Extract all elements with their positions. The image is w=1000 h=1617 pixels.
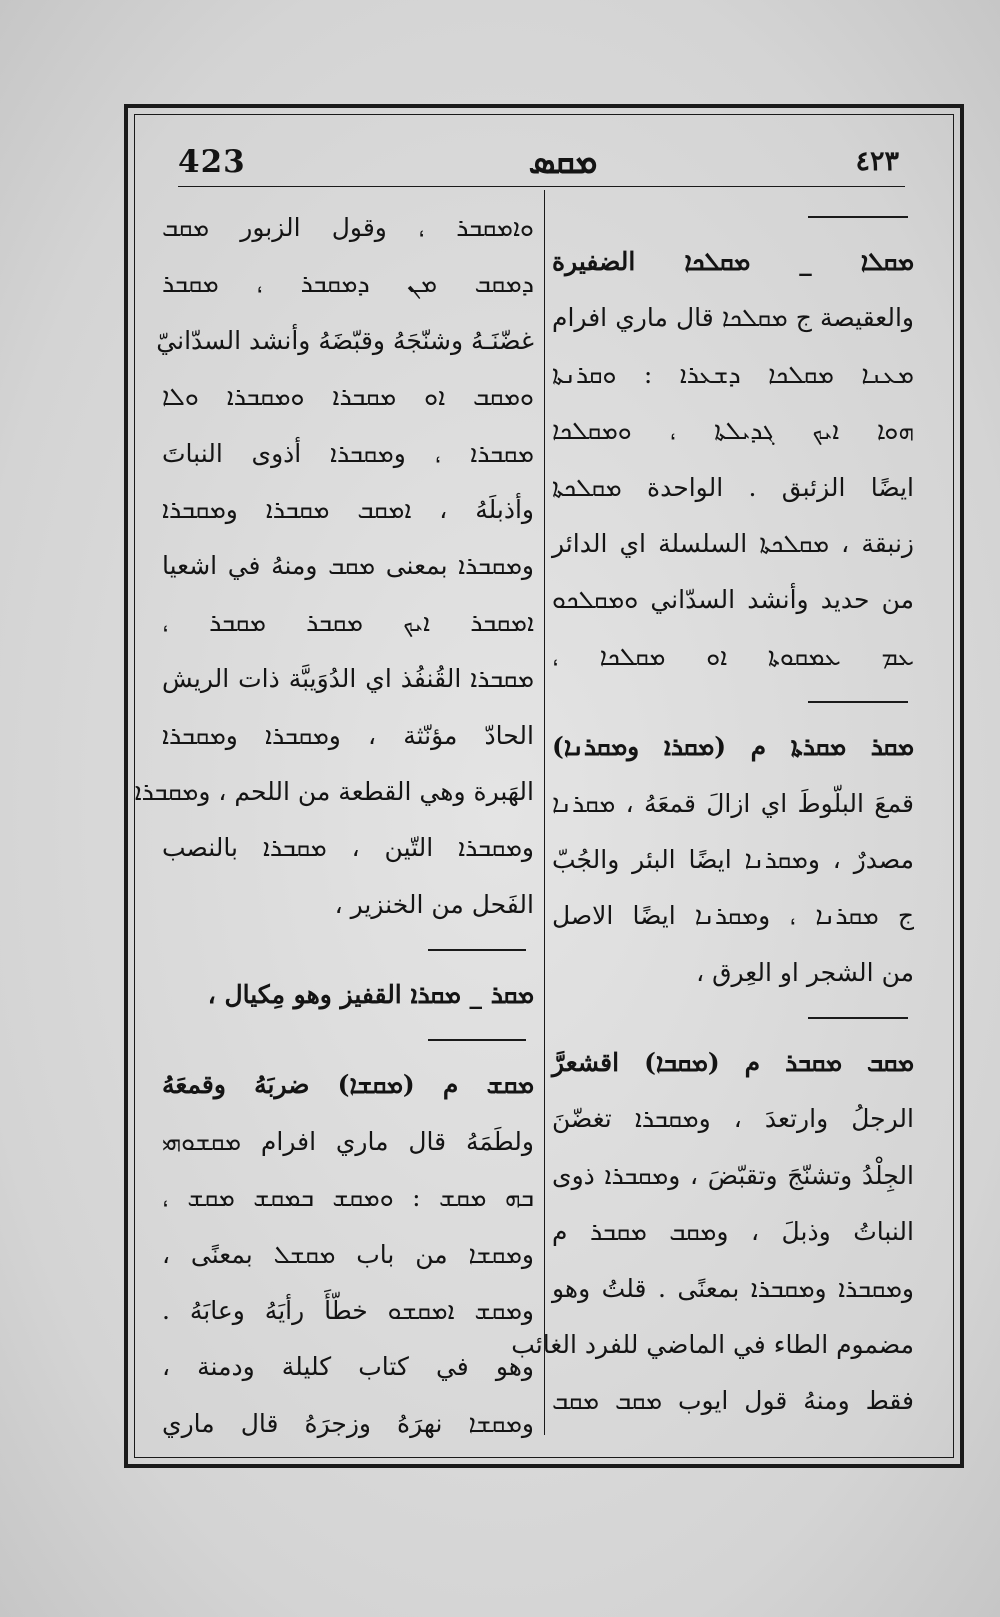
text-line: ܡܩܫ م (ܡܩܫܐ) ضربَهُ وقمعَهُ — [162, 1070, 534, 1100]
entry-separator — [162, 1023, 534, 1057]
text-line: ܡܥܢܐ ܡܩܠܟܐ ܕܫܥܪܐ : ܘܩܪܢܬܐ — [552, 359, 914, 389]
text-line: الرجلُ وارتعدَ ، وܡܩܒܪܐ تغضّنَ — [552, 1104, 914, 1134]
entry-separator — [552, 1001, 914, 1035]
text-line: النباتُ وذبلَ ، وܡܩܒ ܡܩܒܪ م — [552, 1217, 914, 1247]
text-line: الجِلْدُ وتشنّجَ وتقبّضَ ، وܡܩܒܪܐ ذوى — [552, 1160, 914, 1190]
text-line: مضموم الطاء في الماضي للفرد الغائب — [511, 1330, 914, 1360]
text-line: ܡܩܪ ܡܩܪܬܐ م (ܡܩܪܐ وܡܩܪܢܐ) — [552, 732, 914, 762]
entry-separator — [552, 200, 914, 234]
text-line: ܡܩܒ ܡܩܒܪ م (ܡܩܒܐ) اقشعرَّ — [552, 1048, 914, 1078]
text-line: وأذبلَهُ ، ܐܡܩܒ ܡܩܒܪܐ وܡܩܒܪܐ — [162, 494, 534, 524]
page-header — [178, 142, 905, 187]
text-line: مصدرٌ ، وܡܩܪܢܐ ايضًا البئر والجُبّ — [552, 844, 914, 874]
text-line: ܘܐܡܩܒܪ ، وقول الزبور ܡܩܒ — [162, 213, 534, 242]
text-line: فقط ومنهُ قول ايوب ܡܩܒ ܡܩܒ — [552, 1386, 914, 1416]
text-line: ܡܩܒܪܐ ، وܡܩܒܪܐ أذوى النباتَ — [162, 438, 534, 468]
text-line: قمعَ البلّوطَ اي ازالَ قمعَهُ ، ܡܩܪܢܐ — [552, 788, 914, 818]
text-line: زنبقة ، ܡܩܠܟܬܐ السلسلة اي الدائر — [552, 528, 914, 558]
page-number-arabic: ٤٢٣ — [855, 146, 899, 177]
text-line: وܡܩܒܪܐ وܡܩܒܪܐ بمعنًى . قلتُ وهو — [552, 1273, 914, 1303]
page-number-latin: 423 — [178, 144, 246, 180]
text-line: الهَبرة وهي القطعة من اللحم ، وܡܩܒܪܐ — [134, 776, 534, 806]
right-column — [511, 200, 914, 1440]
text-line: ܡܩܪ _ ܡܩܪܐ القفيز وهو مِكيال ، — [207, 980, 534, 1010]
text-line: وܡܩܫܐ من باب ܡܩܫܠ بمعنًى ، — [162, 1239, 534, 1269]
text-line: الفَحل من الخنزير ، — [334, 889, 534, 919]
text-line: ܗܘܐ ܐܝܟ ܓܕܝܠܬܐ ، ܘܡܩܠܟܐ — [552, 416, 914, 446]
text-line: ܘܡܩܒ ܐܘ ܡܩܒܪܐ ܘܡܩܒܪܐ ܘܠܐ — [162, 382, 534, 412]
text-line: ܥܡ ܥܡܩܘܬܐ ܐܘ ܡܩܠܟܐ ، — [552, 641, 914, 671]
text-line: ܡܩܠܐ _ ܡܩܠܟܐ الضفيرة — [552, 247, 914, 276]
column-divider — [544, 190, 545, 1435]
text-line: ܕܡܩܒ ܡܢ ܕܡܩܒܪ ، ܡܩܒܪ — [162, 269, 534, 299]
page-frame — [124, 104, 964, 1468]
text-line: ܒܗ ܡܩܫ : ܘܡܩܫ ܒܡܩܫ ܡܩܫ ، — [162, 1183, 534, 1213]
text-line: ايضًا الزئبق . الواحدة ܡܩܠܟܬܐ — [552, 472, 914, 502]
text-line: والعقيصة ج ܡܩܠܟܐ قال ماري افرام — [552, 303, 914, 333]
left-column — [134, 200, 534, 1440]
running-head: ܡܩܣ — [528, 142, 598, 182]
text-line: وهو في كتاب كليلة ودمنة ، — [162, 1352, 534, 1382]
text-line: الحادّ مؤنّثة ، وܡܩܒܪܐ وܡܩܒܪܐ — [162, 720, 534, 750]
text-line: ج ܡܩܪܢܐ ، وܡܩܪܢܐ ايضًا الاصل — [552, 901, 914, 931]
text-line: وܡܩܫܐ نهرَهُ وزجرَهُ قال ماري — [162, 1408, 534, 1438]
text-line: وܡܩܒܪܐ بمعنى ܡܩܒ ومنهُ في اشعيا — [162, 551, 534, 581]
text-line: ولطَمَهُ قال ماري افرام ܡܩܫܘܗܝ — [162, 1126, 534, 1156]
text-line: من حديد وأنشد السدّاني ܘܡܩܠܟܘ — [552, 585, 914, 615]
text-line: وܡܩܒܪܐ التّين ، ܡܩܒܪܐ بالنصب — [162, 833, 534, 863]
text-line: ܡܩܒܪܐ القُنفُذ اي الدُوَيبَّة ذات الريش — [162, 664, 534, 694]
text-line: غضّنَـهُ وشنّجَهُ وقبّضَهُ وأنشد السدّانيّ — [156, 325, 534, 355]
text-line: من الشجر او العِرق ، — [696, 957, 914, 987]
text-line: وܡܩܫ ܐܡܩܫܘ خطّأَ رأيَهُ وعابَهُ . — [162, 1296, 534, 1326]
entry-separator — [552, 685, 914, 719]
text-line: ܐܡܩܒܪ ܐܝܟ ܡܩܒܪ ܡܩܒܪ ، — [162, 607, 534, 637]
entry-separator — [162, 933, 534, 967]
